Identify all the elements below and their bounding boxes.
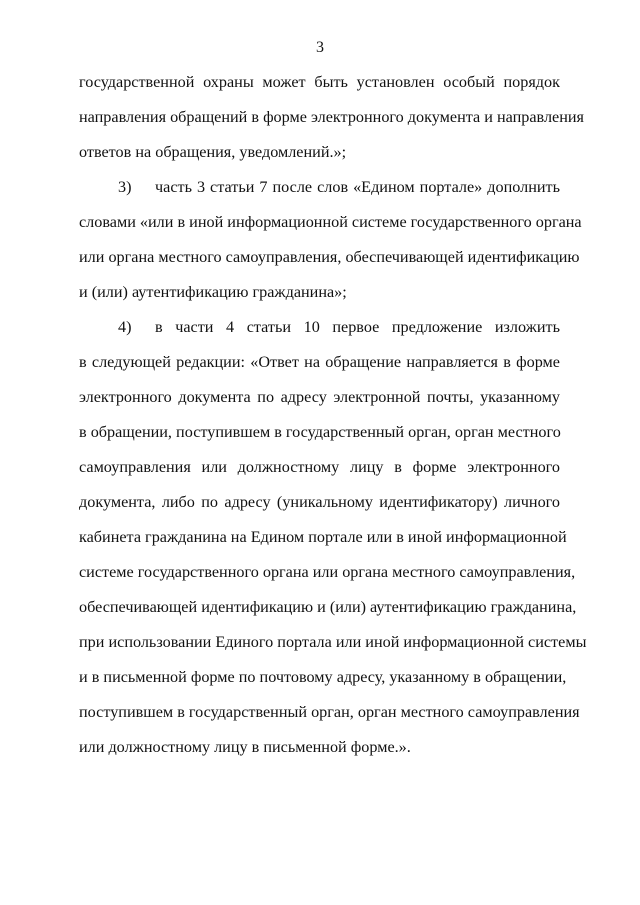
item-4-line: поступившем в государственный орган, орган местного самоуправления (79, 703, 580, 721)
item-3-line: словами «или в иной информационной системе государственного органа (79, 213, 582, 231)
item-4-line: в следующей редакции: «Ответ на обращение направляется в форме (79, 353, 560, 371)
item-4-line: документа, либо по адресу (уникальному идентификатору) личного (79, 493, 560, 511)
item-4-line: или должностному лицу в письменной форме.». (79, 738, 411, 756)
item-4-line: кабинета гражданина на Едином портале или в иной информационной (79, 528, 567, 546)
intro-line: ответов на обращения, уведомлений.»; (79, 143, 347, 161)
page-number: 3 (316, 39, 324, 56)
item-3-line: или органа местного самоуправления, обеспечивающей идентификацию (79, 248, 580, 266)
item-4-line: обеспечивающей идентификацию и (или) аутентификацию гражданина, (79, 598, 577, 616)
item-4-line: самоуправления или должностному лицу в форме электронного (79, 458, 560, 476)
item-4-line: в части 4 статьи 10 первое предложение изложить (155, 318, 560, 336)
item-3-line: часть 3 статьи 7 после слов «Едином портале» дополнить (155, 178, 560, 196)
item-4-line: системе государственного органа или органа местного самоуправления, (79, 563, 576, 581)
item-3-line: и (или) аутентификацию гражданина»; (79, 283, 347, 301)
item-4-line: и в письменной форме по почтовому адресу, указанному в обращении, (79, 668, 567, 686)
item-3-number: 3) (118, 178, 132, 196)
item-4-line: электронного документа по адресу электронной почты, указанному (79, 388, 560, 406)
item-4-line: в обращении, поступившем в государственный орган, орган местного (79, 423, 561, 441)
item-4-line: при использовании Единого портала или иной информационной системы (79, 633, 587, 651)
item-4-number: 4) (118, 318, 132, 336)
intro-line: направления обращений в форме электронного документа и направления (79, 108, 584, 126)
intro-line: государственной охраны может быть установлен особый порядок (79, 73, 560, 91)
